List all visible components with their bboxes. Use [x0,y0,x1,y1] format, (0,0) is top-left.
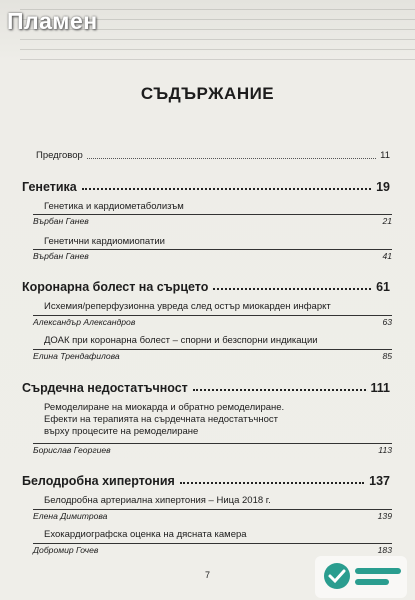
article-author-line [33,443,392,455]
article-author: Добромир Гочев [33,545,99,555]
section-title: Генетика [22,180,77,194]
article-page: 85 [382,351,392,361]
article-title: Генетични кардиомиопатии [44,236,165,247]
watermark-text: Пламен [7,8,98,34]
article-title-line: Ремоделиране на миокарда и обратно ремоделиране. [44,402,285,413]
section-heading [22,180,390,194]
article-title: Генетика и кардиометаболизъм [44,201,184,212]
page-number: 7 [204,570,210,580]
article-title-line: Ефекти на терапията на сърдечната недостатъчност [44,414,278,425]
section-heading [22,280,390,294]
article-title: ДОАК при коронарна болест – спорни и безспорни индикации [44,335,318,346]
section-page: 19 [376,180,390,194]
section-title: Белодробна хипертония [22,474,175,488]
section-title: Сърдечна недостатъчност [22,381,188,395]
article-title: Ехокардиографска оценка на дясната камера [44,529,247,540]
section-page: 111 [370,381,390,395]
article-page: 41 [382,251,392,261]
article-author: Върбан Ганев [33,251,89,261]
preface-entry [36,150,390,162]
marketplace-logo [315,556,407,598]
article-author-line [33,315,392,327]
article-page: 21 [382,216,392,226]
article-page: 139 [377,511,392,521]
article-author-line [33,543,392,555]
article-author-line [33,214,392,226]
section-page: 61 [376,280,390,294]
article-author: Върбан Ганев [33,216,89,226]
preface-label: Предговор [36,150,83,161]
article-page: 183 [377,545,392,555]
article-author: Елина Трендафилова [33,351,120,361]
article-author-line [33,509,392,521]
article-page: 113 [378,445,392,455]
article-author: Елена Димитрова [33,511,108,521]
article-author: Александър Александров [33,317,136,327]
article-title: Исхемия/реперфузионна увреда след остър миокарден инфаркт [44,301,331,312]
preface-page: 11 [380,150,390,161]
section-page: 137 [369,474,390,488]
page-title: СЪДЪРЖАНИЕ [140,84,275,103]
section-title: Коронарна болест на сърцето [22,280,209,294]
article-page: 63 [382,317,392,327]
article-author: Борислав Георгиев [33,445,111,455]
section-heading [22,381,390,395]
article-author-line [33,349,392,361]
article-author-line [33,249,392,261]
article-title: Белодробна артериална хипертония – Ница 2018 г. [44,495,271,506]
section-heading [22,474,390,488]
article-title-line: върху процесите на ремоделиране [44,426,199,437]
